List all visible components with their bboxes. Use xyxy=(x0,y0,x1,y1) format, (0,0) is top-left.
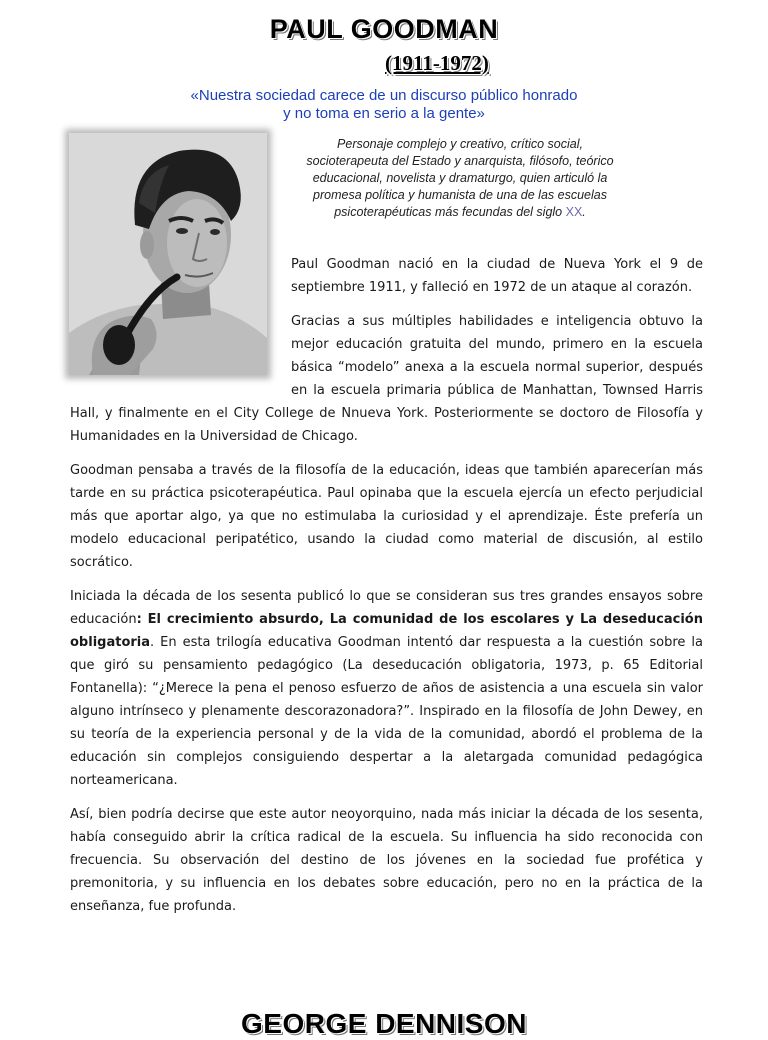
summary-end: . xyxy=(582,205,586,219)
quote-line-1: «Nuestra sociedad carece de un discurso público honrado xyxy=(190,87,578,104)
summary-text: Personaje complejo y creativo, crítico social, socioterapeuta del Estado y anarquista, filósofo, teórico educacional, novelista y dramaturgo, quien articuló la promesa política y humanista de una de las escuelas psicoterapéuticas más fecundas del siglo xyxy=(306,137,614,219)
article-body xyxy=(70,253,703,929)
photo-wrap-spacer xyxy=(70,253,291,393)
essays-detail: . En esta trilogía educativa Goodman intentó dar respuesta a la cuestión sobre la que giró su pensamiento pedagógico (La deseducación obligatoria, 1973, p. 65 Editorial Fontanella): “¿Merece la pena el penoso esfuerzo de años de asistencia a una escuela sin valor alguno intrínseco y plenamente descorazonadora?”. Inspirado en la filosofía de John Dewey, en su teoría de la experiencia personal y de la vida de la comunidad, abordó el problema de la educación sin complejos consiguiendo despertar a la aletargada comunidad pedagógica norteamericana. xyxy=(70,635,703,788)
epigraph-quote xyxy=(100,87,668,123)
quote-line-2: y no toma en serio a la gente» xyxy=(283,105,485,122)
paragraph-birth: Paul Goodman nació en la ciudad de Nueva York el 9 de septiembre 1911, y falleció en 1972 de un ataque al corazón. xyxy=(291,257,703,295)
paragraph-influence: Así, bien podría decirse que este autor neoyorquino, nada más iniciar la década de los sesenta, había conseguido abrir la crítica radical de la escuela. Su influencia ha sido reconocida con frecuencia. Su observación del destino de los jóvenes en la sociedad fue profética y premonitoria, y su influencia en los debates sobre educación, pero no en la práctica de la enseñanza, fue profunda. xyxy=(70,807,703,914)
lifespan-years: (1911-1972) xyxy=(385,51,489,75)
summary-century: XX xyxy=(565,205,583,219)
next-section-title: GEORGE DENNISON xyxy=(241,1008,527,1039)
biography-summary xyxy=(296,136,624,221)
paragraph-philosophy: Goodman pensaba a través de la filosofía de la educación, ideas que también aparecerían más tarde en su práctica psicoterapéutica. Paul opinaba que la escuela ejercía un efecto perjudicial más que aportar algo, ya que no estimulaba la curiosidad y el aprendizaje. Éste prefería un modelo educacional peripatético, usando la ciudad como material de discusión, al estilo socrático. xyxy=(70,463,703,570)
essays-intro: Iniciada la década de los sesenta publicó lo que se consideran sus tres grandes ensayos sobre educación xyxy=(70,589,703,627)
paragraph-essays xyxy=(70,585,703,792)
paragraph-education: Gracias a sus múltiples habilidades e inteligencia obtuvo la mejor educación gratuita del mundo, primero en la escuela básica “modelo” anexa a la escuela normal superior, después en la escuela primaria pública de Manhattan, Townsed Harris Hall, y finalmente en el City College de Nnueva York. Posteriormente se doctoro de Filosofía y Humanidades en la Universidad de Chicago. xyxy=(70,314,703,444)
essays-titles: : El crecimiento absurdo, La comunidad de los escolares y La deseducación obligatoria xyxy=(70,612,703,650)
page-title: PAUL GOODMAN xyxy=(269,14,499,44)
